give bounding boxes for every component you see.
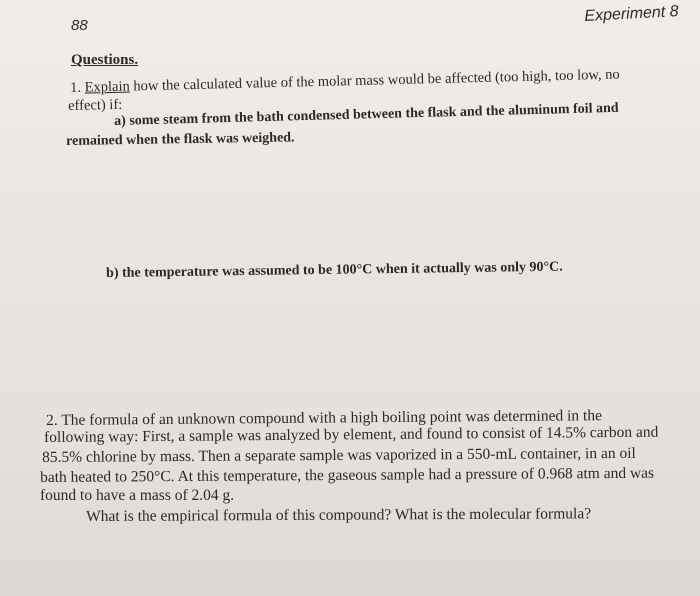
question2-line4: bath heated to 250°C. At this temperature, the gaseous sample had a pressure of 0.968 atm and was [39, 464, 655, 486]
question1-text: how the calculated value of the molar mass would be affected (too high, too low, no [133, 66, 620, 95]
questions-heading: Questions. [71, 52, 139, 68]
question1-number: 1. [70, 79, 82, 96]
question1-verb: Explain [84, 78, 130, 96]
question2-line1: 2. The formula of an unknown compound with a high boiling point was determined in the [45, 407, 603, 429]
question2-line3: 85.5% chlorine by mass. Then a separate sample was vaporized in a 550-mL container, in an oil [41, 444, 636, 466]
question2-line6: What is the empirical formula of this compound? What is the molecular formula? [85, 505, 592, 525]
question1-part-a-line2: remained when the flask was weighed. [66, 130, 295, 149]
page-number: 88 [71, 17, 88, 34]
question1-part-a-line1: a) some steam from the bath condensed between the flask and the aluminum foil and [114, 100, 619, 129]
question1-part-b: b) the temperature was assumed to be 100°C when it actually was only 90°C. [106, 259, 563, 281]
question1-line1 [70, 67, 620, 96]
question1-line2: effect) if: [68, 96, 123, 114]
experiment-title: Experiment 8 [584, 3, 680, 25]
question2-line5: found to have a mass of 2.04 g. [40, 487, 235, 504]
question2-line2: following way: First, a sample was analyzed by element, and found to consist of 14.5% carbon and [43, 423, 659, 446]
